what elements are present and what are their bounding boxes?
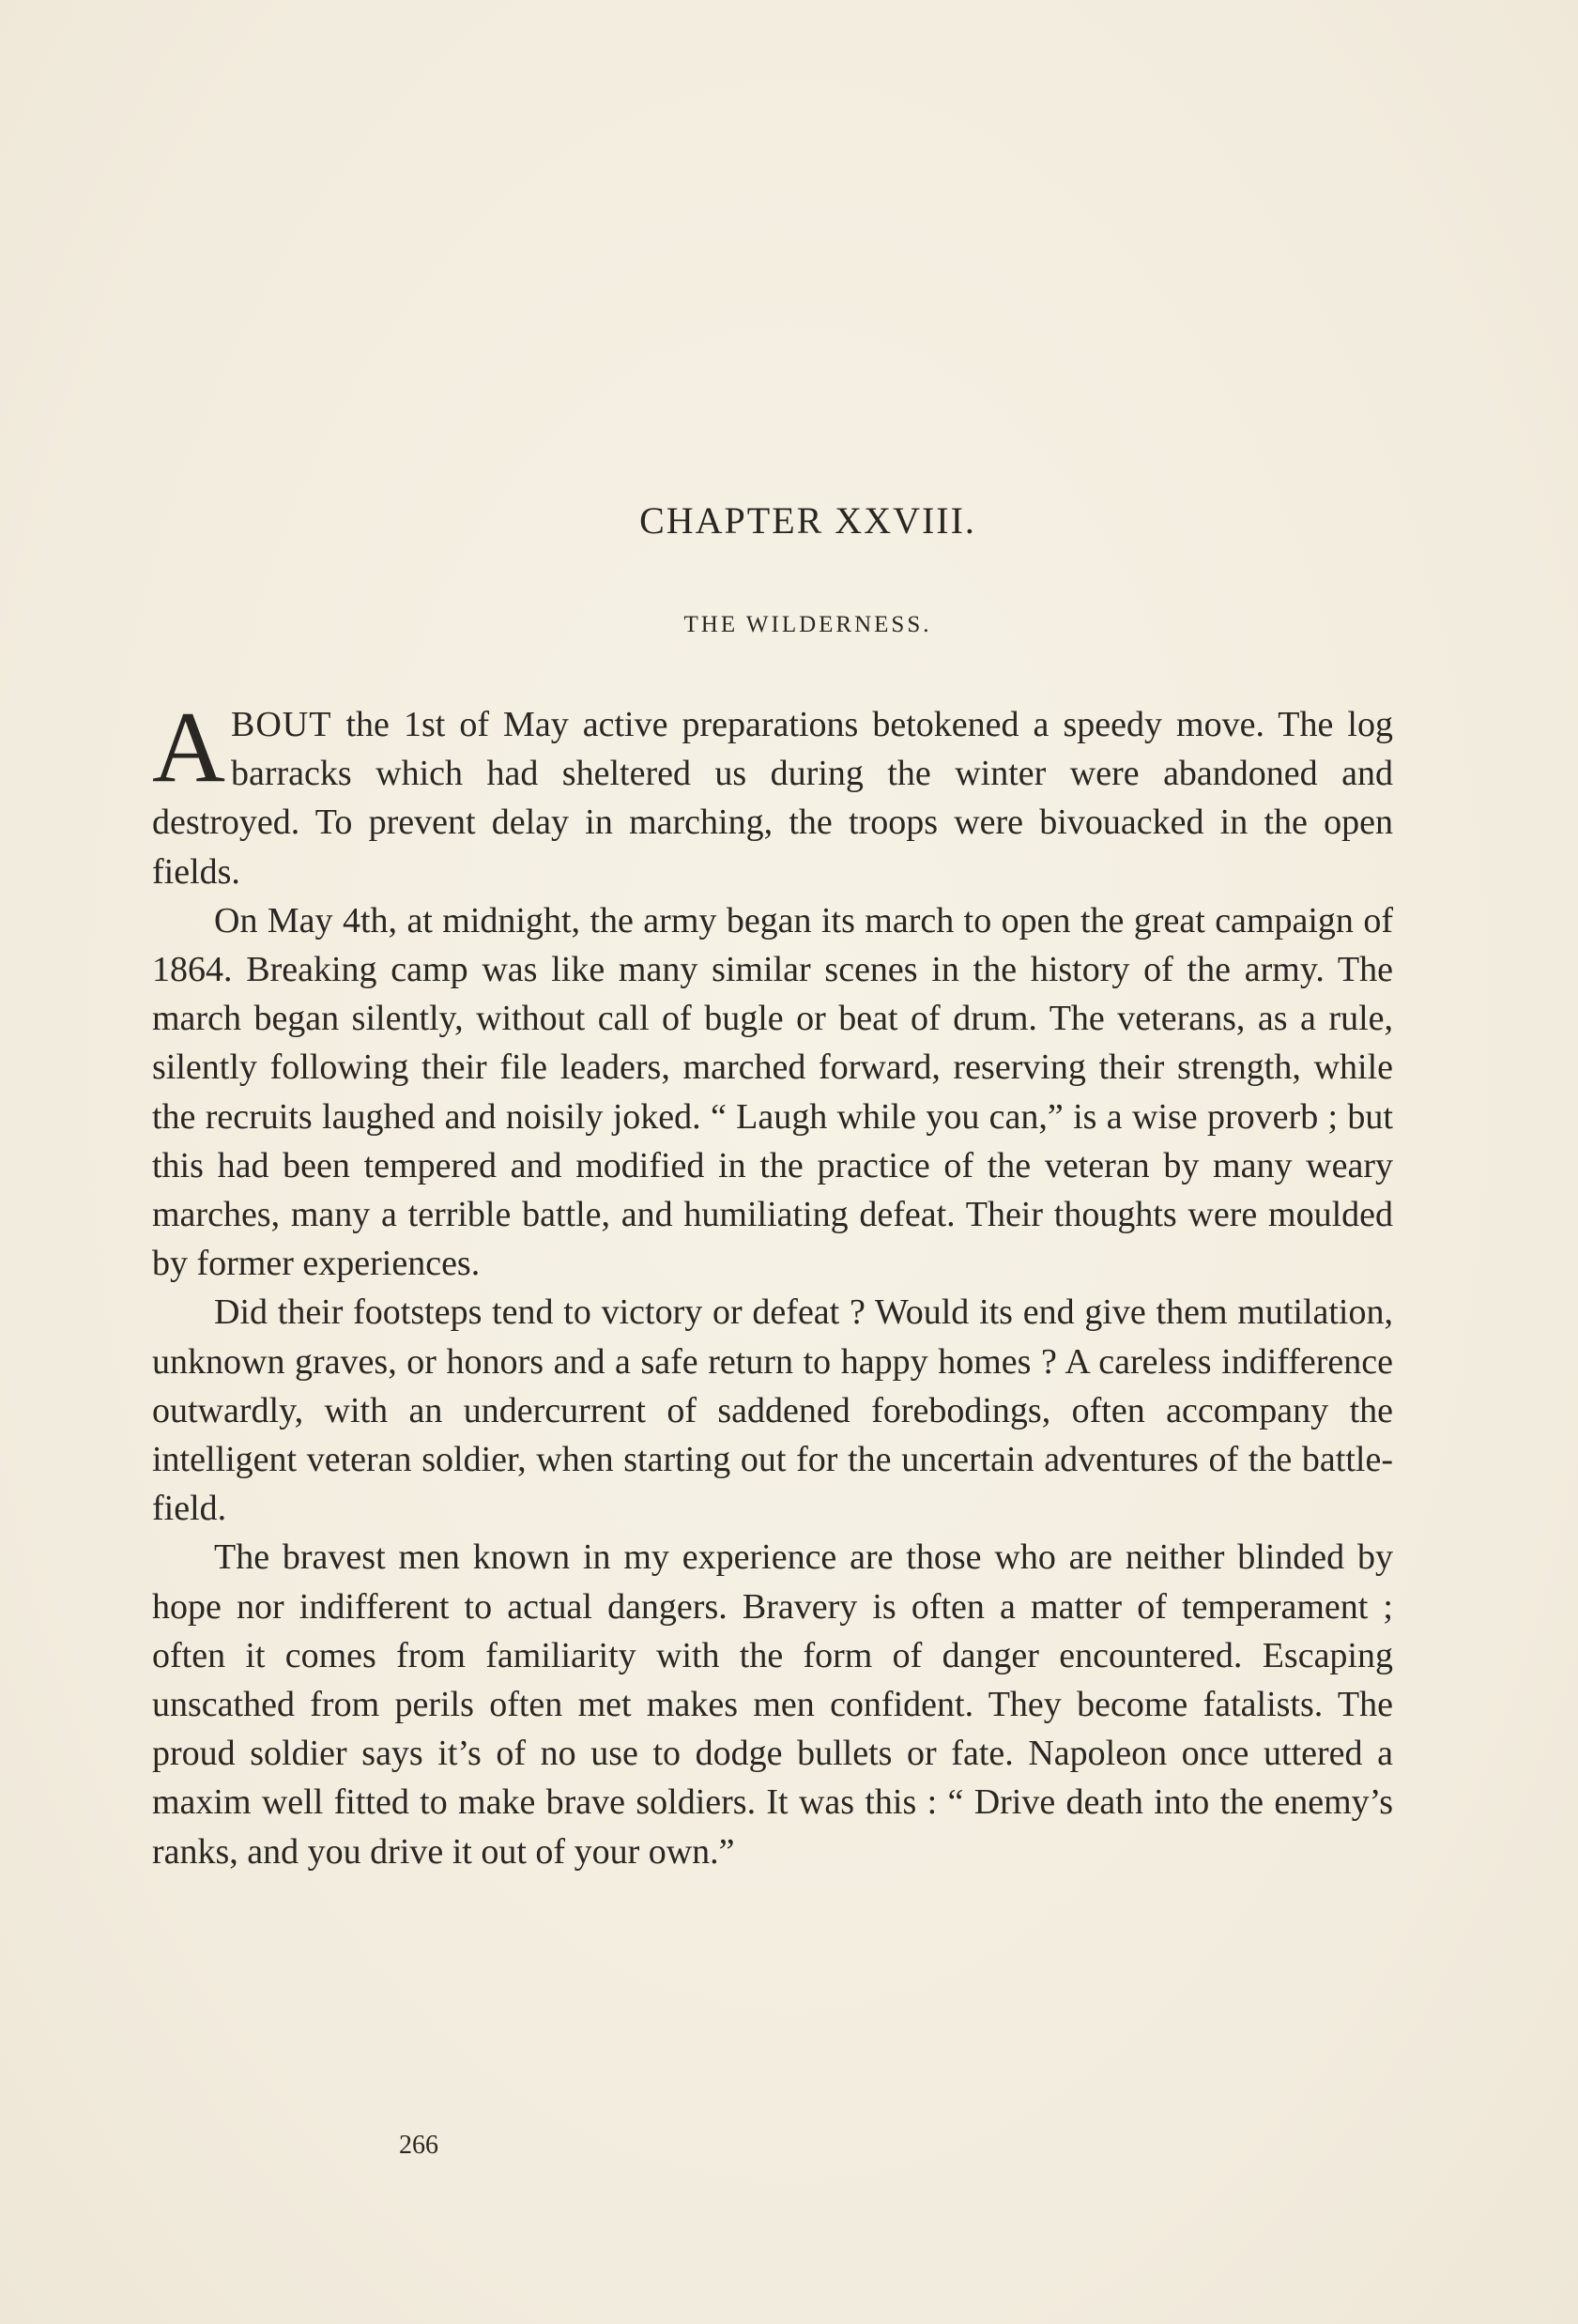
opening-text: the 1st of May active preparations betokened a speedy move. The log barracks which had sheltered us during the winter were abandoned and destroyed. To prevent delay in marching, the troops were bivouacked in the open fields.: [152, 705, 1393, 892]
opening-smallcaps: BOUT: [231, 705, 332, 744]
page-number: 266: [399, 2131, 438, 2160]
paragraph: On May 4th, at midnight, the army began its march to open the great campaign of 1864. Breaking camp was like many similar scenes in the history of the army. The march began silently, without call of bugle or beat of drum. The veterans, as a rule, silently following their file leaders, marched forward, reserving their strength, while the recruits laughed and noisily joked. “ Laugh while you can,” is a wise proverb ; but this had been tempered and modified in the practice of the veteran by many weary marches, many a terrible battle, and humiliating defeat. Their thoughts were moulded by former experiences.: [152, 900, 1393, 1284]
paragraph: Did their footsteps tend to victory or defeat ? Would its end give them mutilation, unknown graves, or honors and a safe return to happy homes ? A careless indifference outwardly, with an undercurrent of saddened forebodings, often accompany the intelligent veteran soldier, when starting out for the uncertain adventures of the battle-field.: [152, 1292, 1393, 1529]
chapter-subtitle: THE WILDERNESS.: [683, 612, 932, 637]
body-text: [152, 692, 1393, 1876]
paragraph-opening: [152, 692, 1393, 896]
paragraph: The bravest men known in my experience are those who are neither blinded by hope nor indifferent to actual dangers. Bravery is often a matter of temperament ; often it comes from familiarity with the form of danger encountered. Escaping unscathed from perils often met makes men confident. They become fatalists. The proud soldier says it’s of no use to dodge bullets or fate. Napoleon once uttered a maxim well fitted to make brave soldiers. It was this : “ Drive death into the enemy’s ranks, and you drive it out of your own.”: [152, 1537, 1393, 1872]
drop-cap: A: [152, 692, 225, 803]
chapter-title: CHAPTER XXVIII.: [639, 499, 976, 542]
